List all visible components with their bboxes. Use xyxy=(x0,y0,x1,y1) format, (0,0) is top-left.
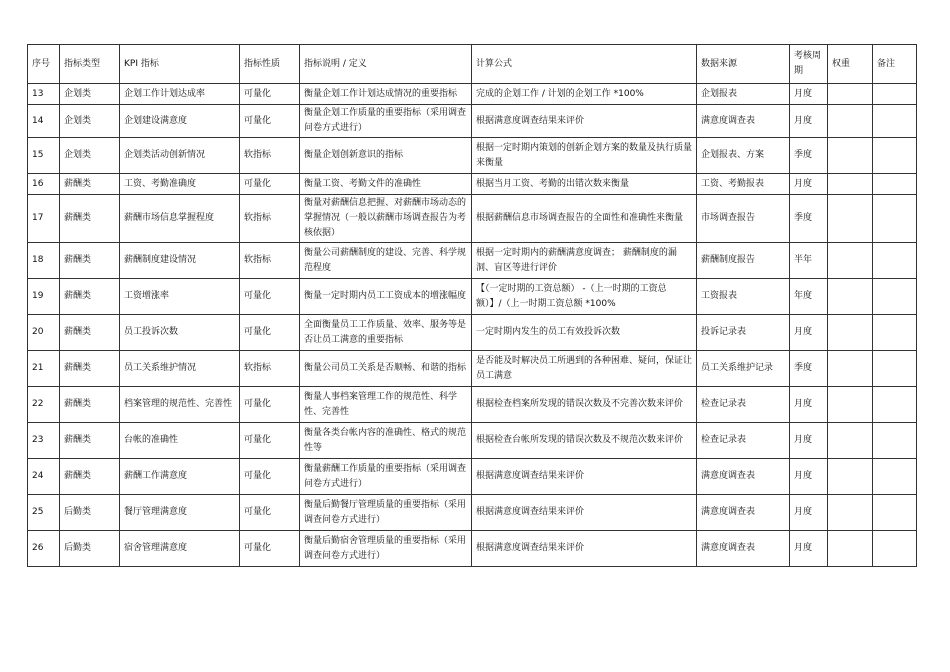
cell-type: 薪酬类 xyxy=(60,387,120,423)
cell-type: 薪酬类 xyxy=(60,315,120,351)
cell-formula: 根据满意度调查结果来评价 xyxy=(472,105,697,138)
cell-formula: 根据薪酬信息市场调查报告的全面性和准确性来衡量 xyxy=(472,195,697,243)
cell-kpi: 工资增涨率 xyxy=(120,279,240,315)
cell-seq: 20 xyxy=(28,315,60,351)
cell-cycle: 月度 xyxy=(790,423,828,459)
cell-kpi: 员工投诉次数 xyxy=(120,315,240,351)
cell-formula: 一定时期内发生的员工有效投诉次数 xyxy=(472,315,697,351)
cell-seq: 18 xyxy=(28,243,60,279)
cell-note xyxy=(873,459,917,495)
cell-cycle: 月度 xyxy=(790,531,828,567)
cell-seq: 21 xyxy=(28,351,60,387)
cell-cycle: 季度 xyxy=(790,195,828,243)
cell-weight xyxy=(828,279,873,315)
cell-weight xyxy=(828,531,873,567)
cell-note xyxy=(873,495,917,531)
cell-kpi: 薪酬工作满意度 xyxy=(120,459,240,495)
cell-nature: 可量化 xyxy=(240,495,300,531)
cell-nature: 软指标 xyxy=(240,195,300,243)
cell-seq: 17 xyxy=(28,195,60,243)
table-row xyxy=(28,174,917,195)
cell-definition: 衡量公司薪酬制度的建设、完善、科学规范程度 xyxy=(300,243,472,279)
cell-type: 薪酬类 xyxy=(60,459,120,495)
cell-weight xyxy=(828,387,873,423)
cell-definition: 衡量企划工作质量的重要指标（采用调查问卷方式进行） xyxy=(300,105,472,138)
cell-seq: 15 xyxy=(28,138,60,174)
table-row xyxy=(28,279,917,315)
cell-kpi: 薪酬市场信息掌握程度 xyxy=(120,195,240,243)
cell-definition: 衡量后勤餐厅管理质量的重要指标（采用调查问卷方式进行） xyxy=(300,495,472,531)
cell-nature: 软指标 xyxy=(240,243,300,279)
cell-type: 薪酬类 xyxy=(60,279,120,315)
cell-seq: 25 xyxy=(28,495,60,531)
cell-kpi: 工资、考勤准确度 xyxy=(120,174,240,195)
cell-definition: 全面衡量员工工作质量、效率、服务等是否让员工满意的重要指标 xyxy=(300,315,472,351)
cell-definition: 衡量人事档案管理工作的规范性、科学性、完善性 xyxy=(300,387,472,423)
cell-formula: 根据一定时期内策划的创新企划方案的数量及执行质量来衡量 xyxy=(472,138,697,174)
cell-source: 满意度调查表 xyxy=(697,531,790,567)
table-row xyxy=(28,243,917,279)
cell-definition: 衡量各类台帐内容的准确性、格式的规范性等 xyxy=(300,423,472,459)
cell-source: 企划报表 xyxy=(697,84,790,105)
cell-definition: 衡量对薪酬信息把握、对薪酬市场动态的掌握情况（一般以薪酬市场调查报告为考核依据） xyxy=(300,195,472,243)
cell-weight xyxy=(828,138,873,174)
cell-nature: 软指标 xyxy=(240,351,300,387)
cell-seq: 23 xyxy=(28,423,60,459)
cell-source: 投诉记录表 xyxy=(697,315,790,351)
cell-weight xyxy=(828,195,873,243)
cell-nature: 可量化 xyxy=(240,84,300,105)
cell-type: 薪酬类 xyxy=(60,174,120,195)
header-kpi: KPI 指标 xyxy=(120,45,240,84)
cell-note xyxy=(873,423,917,459)
cell-source: 工资、考勤报表 xyxy=(697,174,790,195)
cell-type: 企划类 xyxy=(60,84,120,105)
cell-cycle: 月度 xyxy=(790,495,828,531)
table-row xyxy=(28,315,917,351)
cell-type: 薪酬类 xyxy=(60,243,120,279)
cell-nature: 软指标 xyxy=(240,138,300,174)
cell-cycle: 月度 xyxy=(790,315,828,351)
header-note: 备注 xyxy=(873,45,917,84)
cell-kpi: 餐厅管理满意度 xyxy=(120,495,240,531)
cell-type: 企划类 xyxy=(60,138,120,174)
cell-note xyxy=(873,351,917,387)
header-formula: 计算公式 xyxy=(472,45,697,84)
cell-seq: 19 xyxy=(28,279,60,315)
table-row xyxy=(28,423,917,459)
cell-note xyxy=(873,387,917,423)
cell-type: 薪酬类 xyxy=(60,351,120,387)
header-weight: 权重 xyxy=(828,45,873,84)
cell-kpi: 档案管理的规范性、完善性 xyxy=(120,387,240,423)
cell-seq: 22 xyxy=(28,387,60,423)
cell-definition: 衡量企划创新意识的指标 xyxy=(300,138,472,174)
header-definition: 指标说明 / 定义 xyxy=(300,45,472,84)
cell-formula: 【（一定时期的工资总额） -（上一时期的工资总额）】/（上一时期工资总额 *100% xyxy=(472,279,697,315)
cell-nature: 可量化 xyxy=(240,315,300,351)
cell-type: 后勤类 xyxy=(60,495,120,531)
cell-nature: 可量化 xyxy=(240,174,300,195)
cell-weight xyxy=(828,351,873,387)
header-seq: 序号 xyxy=(28,45,60,84)
cell-nature: 可量化 xyxy=(240,279,300,315)
cell-formula: 根据检查台帐所发现的错误次数及不规范次数来评价 xyxy=(472,423,697,459)
cell-source: 满意度调查表 xyxy=(697,459,790,495)
cell-definition: 衡量薪酬工作质量的重要指标（采用调查问卷方式进行） xyxy=(300,459,472,495)
cell-formula: 根据当月工资、考勤的出错次数来衡量 xyxy=(472,174,697,195)
cell-nature: 可量化 xyxy=(240,423,300,459)
cell-formula: 根据检查档案所发现的错误次数及不完善次数来评价 xyxy=(472,387,697,423)
cell-seq: 26 xyxy=(28,531,60,567)
cell-cycle: 年度 xyxy=(790,279,828,315)
cell-kpi: 薪酬制度建设情况 xyxy=(120,243,240,279)
table-row xyxy=(28,495,917,531)
cell-formula: 根据满意度调查结果来评价 xyxy=(472,531,697,567)
cell-note xyxy=(873,195,917,243)
cell-note xyxy=(873,174,917,195)
cell-seq: 13 xyxy=(28,84,60,105)
table-row xyxy=(28,351,917,387)
header-nature: 指标性质 xyxy=(240,45,300,84)
cell-nature: 可量化 xyxy=(240,387,300,423)
cell-note xyxy=(873,531,917,567)
table-row xyxy=(28,138,917,174)
cell-formula: 完成的企划工作 / 计划的企划工作 *100% xyxy=(472,84,697,105)
cell-formula: 是否能及时解决员工所遇到的各种困难、疑问，保证让员工满意 xyxy=(472,351,697,387)
table-row xyxy=(28,531,917,567)
cell-source: 市场调查报告 xyxy=(697,195,790,243)
cell-note xyxy=(873,315,917,351)
cell-cycle: 月度 xyxy=(790,84,828,105)
header-type: 指标类型 xyxy=(60,45,120,84)
cell-note xyxy=(873,138,917,174)
cell-cycle: 季度 xyxy=(790,351,828,387)
cell-seq: 24 xyxy=(28,459,60,495)
cell-weight xyxy=(828,174,873,195)
cell-formula: 根据满意度调查结果来评价 xyxy=(472,495,697,531)
cell-kpi: 员工关系维护情况 xyxy=(120,351,240,387)
cell-kpi: 企划建设满意度 xyxy=(120,105,240,138)
cell-source: 检查记录表 xyxy=(697,387,790,423)
cell-type: 企划类 xyxy=(60,105,120,138)
cell-type: 薪酬类 xyxy=(60,423,120,459)
cell-seq: 16 xyxy=(28,174,60,195)
cell-weight xyxy=(828,495,873,531)
cell-kpi: 宿舍管理满意度 xyxy=(120,531,240,567)
cell-weight xyxy=(828,243,873,279)
header-cycle: 考核周期 xyxy=(790,45,828,84)
cell-definition: 衡量后勤宿舍管理质量的重要指标（采用调查问卷方式进行） xyxy=(300,531,472,567)
cell-cycle: 月度 xyxy=(790,105,828,138)
cell-weight xyxy=(828,423,873,459)
cell-source: 企划报表、方案 xyxy=(697,138,790,174)
cell-cycle: 季度 xyxy=(790,138,828,174)
cell-type: 薪酬类 xyxy=(60,195,120,243)
cell-source: 薪酬制度报告 xyxy=(697,243,790,279)
cell-definition: 衡量一定时期内员工工资成本的增涨幅度 xyxy=(300,279,472,315)
cell-nature: 可量化 xyxy=(240,105,300,138)
cell-source: 满意度调查表 xyxy=(697,495,790,531)
cell-nature: 可量化 xyxy=(240,459,300,495)
cell-type: 后勤类 xyxy=(60,531,120,567)
cell-note xyxy=(873,105,917,138)
cell-cycle: 月度 xyxy=(790,459,828,495)
cell-definition: 衡量工资、考勤文件的准确性 xyxy=(300,174,472,195)
header-source: 数据来源 xyxy=(697,45,790,84)
cell-weight xyxy=(828,459,873,495)
cell-kpi: 企划工作计划达成率 xyxy=(120,84,240,105)
cell-note xyxy=(873,84,917,105)
table-row xyxy=(28,387,917,423)
cell-kpi: 台帐的准确性 xyxy=(120,423,240,459)
cell-definition: 衡量企划工作计划达成情况的重要指标 xyxy=(300,84,472,105)
kpi-table xyxy=(27,44,917,567)
table-row xyxy=(28,105,917,138)
table-row xyxy=(28,195,917,243)
cell-kpi: 企划类活动创新情况 xyxy=(120,138,240,174)
cell-cycle: 月度 xyxy=(790,174,828,195)
cell-source: 员工关系维护记录 xyxy=(697,351,790,387)
cell-seq: 14 xyxy=(28,105,60,138)
table-row xyxy=(28,459,917,495)
cell-weight xyxy=(828,84,873,105)
cell-formula: 根据满意度调查结果来评价 xyxy=(472,459,697,495)
cell-source: 检查记录表 xyxy=(697,423,790,459)
header-row xyxy=(28,45,917,84)
cell-formula: 根据一定时期内的薪酬满意度调查； 薪酬制度的漏洞、盲区等进行评价 xyxy=(472,243,697,279)
cell-note xyxy=(873,279,917,315)
cell-cycle: 月度 xyxy=(790,387,828,423)
cell-weight xyxy=(828,315,873,351)
cell-cycle: 半年 xyxy=(790,243,828,279)
table-row xyxy=(28,84,917,105)
cell-weight xyxy=(828,105,873,138)
cell-definition: 衡量公司员工关系是否顺畅、和谐的指标 xyxy=(300,351,472,387)
cell-note xyxy=(873,243,917,279)
cell-source: 满意度调查表 xyxy=(697,105,790,138)
cell-nature: 可量化 xyxy=(240,531,300,567)
cell-source: 工资报表 xyxy=(697,279,790,315)
